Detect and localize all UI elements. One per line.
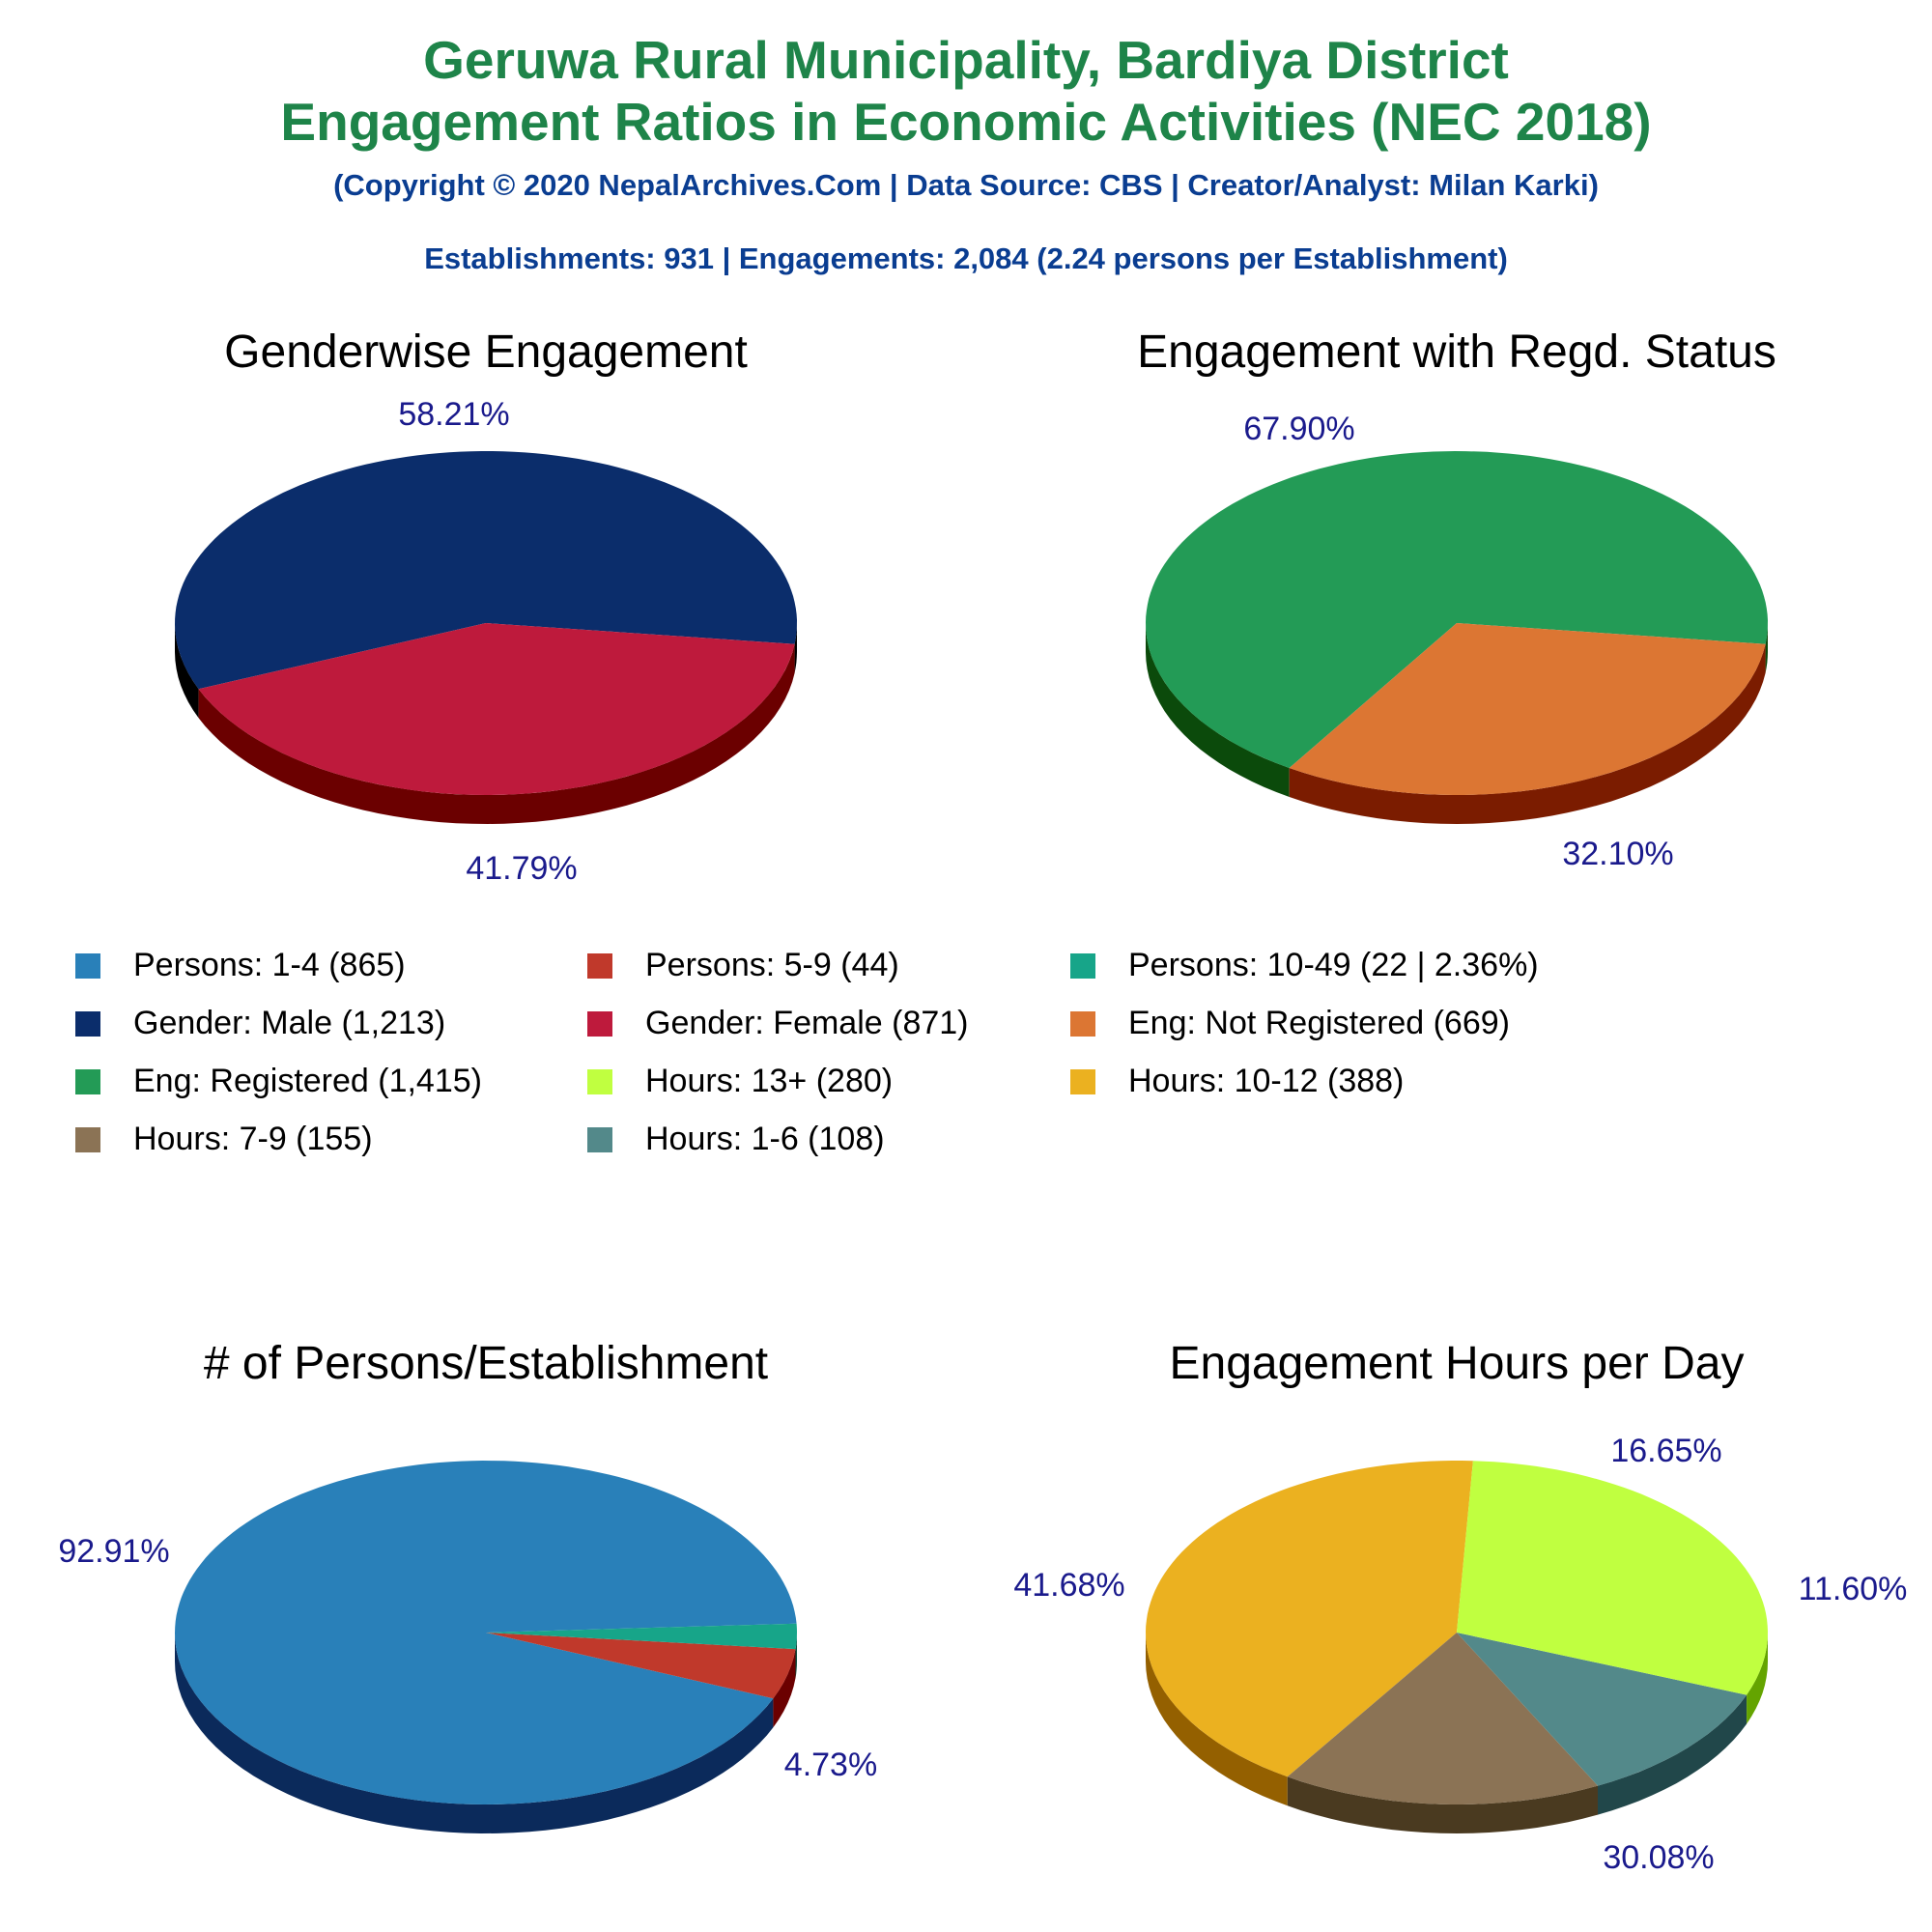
legend-label: Persons: 10-49 (22 | 2.36%) xyxy=(1128,947,1539,983)
chart-title: Genderwise Engagement xyxy=(224,327,748,378)
pie-chart-4 xyxy=(1013,1338,1907,1876)
legend-swatch xyxy=(587,953,612,979)
legend-item xyxy=(75,947,406,984)
legend-label: Hours: 13+ (280) xyxy=(645,1063,894,1099)
slice-percent-label: 32.10% xyxy=(1562,836,1674,872)
legend-label: Hours: 1-6 (108) xyxy=(645,1121,885,1157)
legend-item xyxy=(1070,1005,1510,1042)
legend-label: Gender: Male (1,213) xyxy=(133,1005,446,1041)
legend-label: Eng: Registered (1,415) xyxy=(133,1063,482,1099)
slice-percent-label: 16.65% xyxy=(1610,1433,1722,1469)
legend-swatch xyxy=(587,1011,612,1037)
legend-swatch xyxy=(1070,1069,1095,1094)
slice-percent-label: 4.73% xyxy=(783,1747,878,1783)
title-line-1: Geruwa Rural Municipality, Bardiya District xyxy=(423,30,1509,90)
legend-item xyxy=(587,1063,893,1100)
legend-label: Hours: 7-9 (155) xyxy=(133,1121,373,1157)
legend-swatch xyxy=(587,1127,612,1152)
legend-swatch xyxy=(587,1069,612,1094)
legend-swatch xyxy=(75,1011,100,1037)
chart-title: # of Persons/Establishment xyxy=(203,1338,769,1389)
legend-swatch xyxy=(1070,1011,1095,1037)
legend-swatch xyxy=(1070,953,1095,979)
legend-swatch xyxy=(75,1069,100,1094)
legend-swatch xyxy=(75,1127,100,1152)
slice-percent-label: 30.08% xyxy=(1603,1839,1715,1876)
legend-label: Hours: 10-12 (388) xyxy=(1128,1063,1405,1099)
slice-percent-label: 92.91% xyxy=(58,1533,170,1570)
chart-title: Engagement with Regd. Status xyxy=(1137,327,1776,378)
slice-percent-label: 58.21% xyxy=(398,396,510,433)
chart-title: Engagement Hours per Day xyxy=(1169,1338,1745,1389)
legend-label: Gender: Female (871) xyxy=(645,1005,969,1041)
legend-item xyxy=(75,1005,445,1042)
slice-percent-label: 11.60% xyxy=(1798,1571,1908,1607)
pie-chart-3 xyxy=(58,1338,877,1833)
summary: Establishments: 931 | Engagements: 2,084 (2.24 persons per Establishment) xyxy=(424,242,1508,275)
slice-percent-label: 41.68% xyxy=(1013,1567,1125,1604)
legend-item xyxy=(75,1121,373,1158)
slice-percent-label: 67.90% xyxy=(1243,411,1355,447)
legend-item xyxy=(1070,947,1539,984)
pie-chart-2 xyxy=(1137,327,1776,872)
legend-item xyxy=(587,1121,885,1158)
slice-percent-label: 41.79% xyxy=(466,850,578,887)
legend-item xyxy=(587,947,899,984)
legend-label: Eng: Not Registered (669) xyxy=(1128,1005,1510,1041)
legend-label: Persons: 1-4 (865) xyxy=(133,947,406,983)
legend-item xyxy=(1070,1063,1404,1100)
legend-swatch xyxy=(75,953,100,979)
title-line-2: Engagement Ratios in Economic Activities (NEC 2018) xyxy=(280,92,1652,152)
pie-chart-1 xyxy=(175,327,797,887)
subtitle: (Copyright © 2020 NepalArchives.Com | Data Source: CBS | Creator/Analyst: Milan Karki) xyxy=(333,168,1599,202)
legend-item xyxy=(587,1005,969,1042)
legend-label: Persons: 5-9 (44) xyxy=(645,947,899,983)
legend-item xyxy=(75,1063,482,1100)
